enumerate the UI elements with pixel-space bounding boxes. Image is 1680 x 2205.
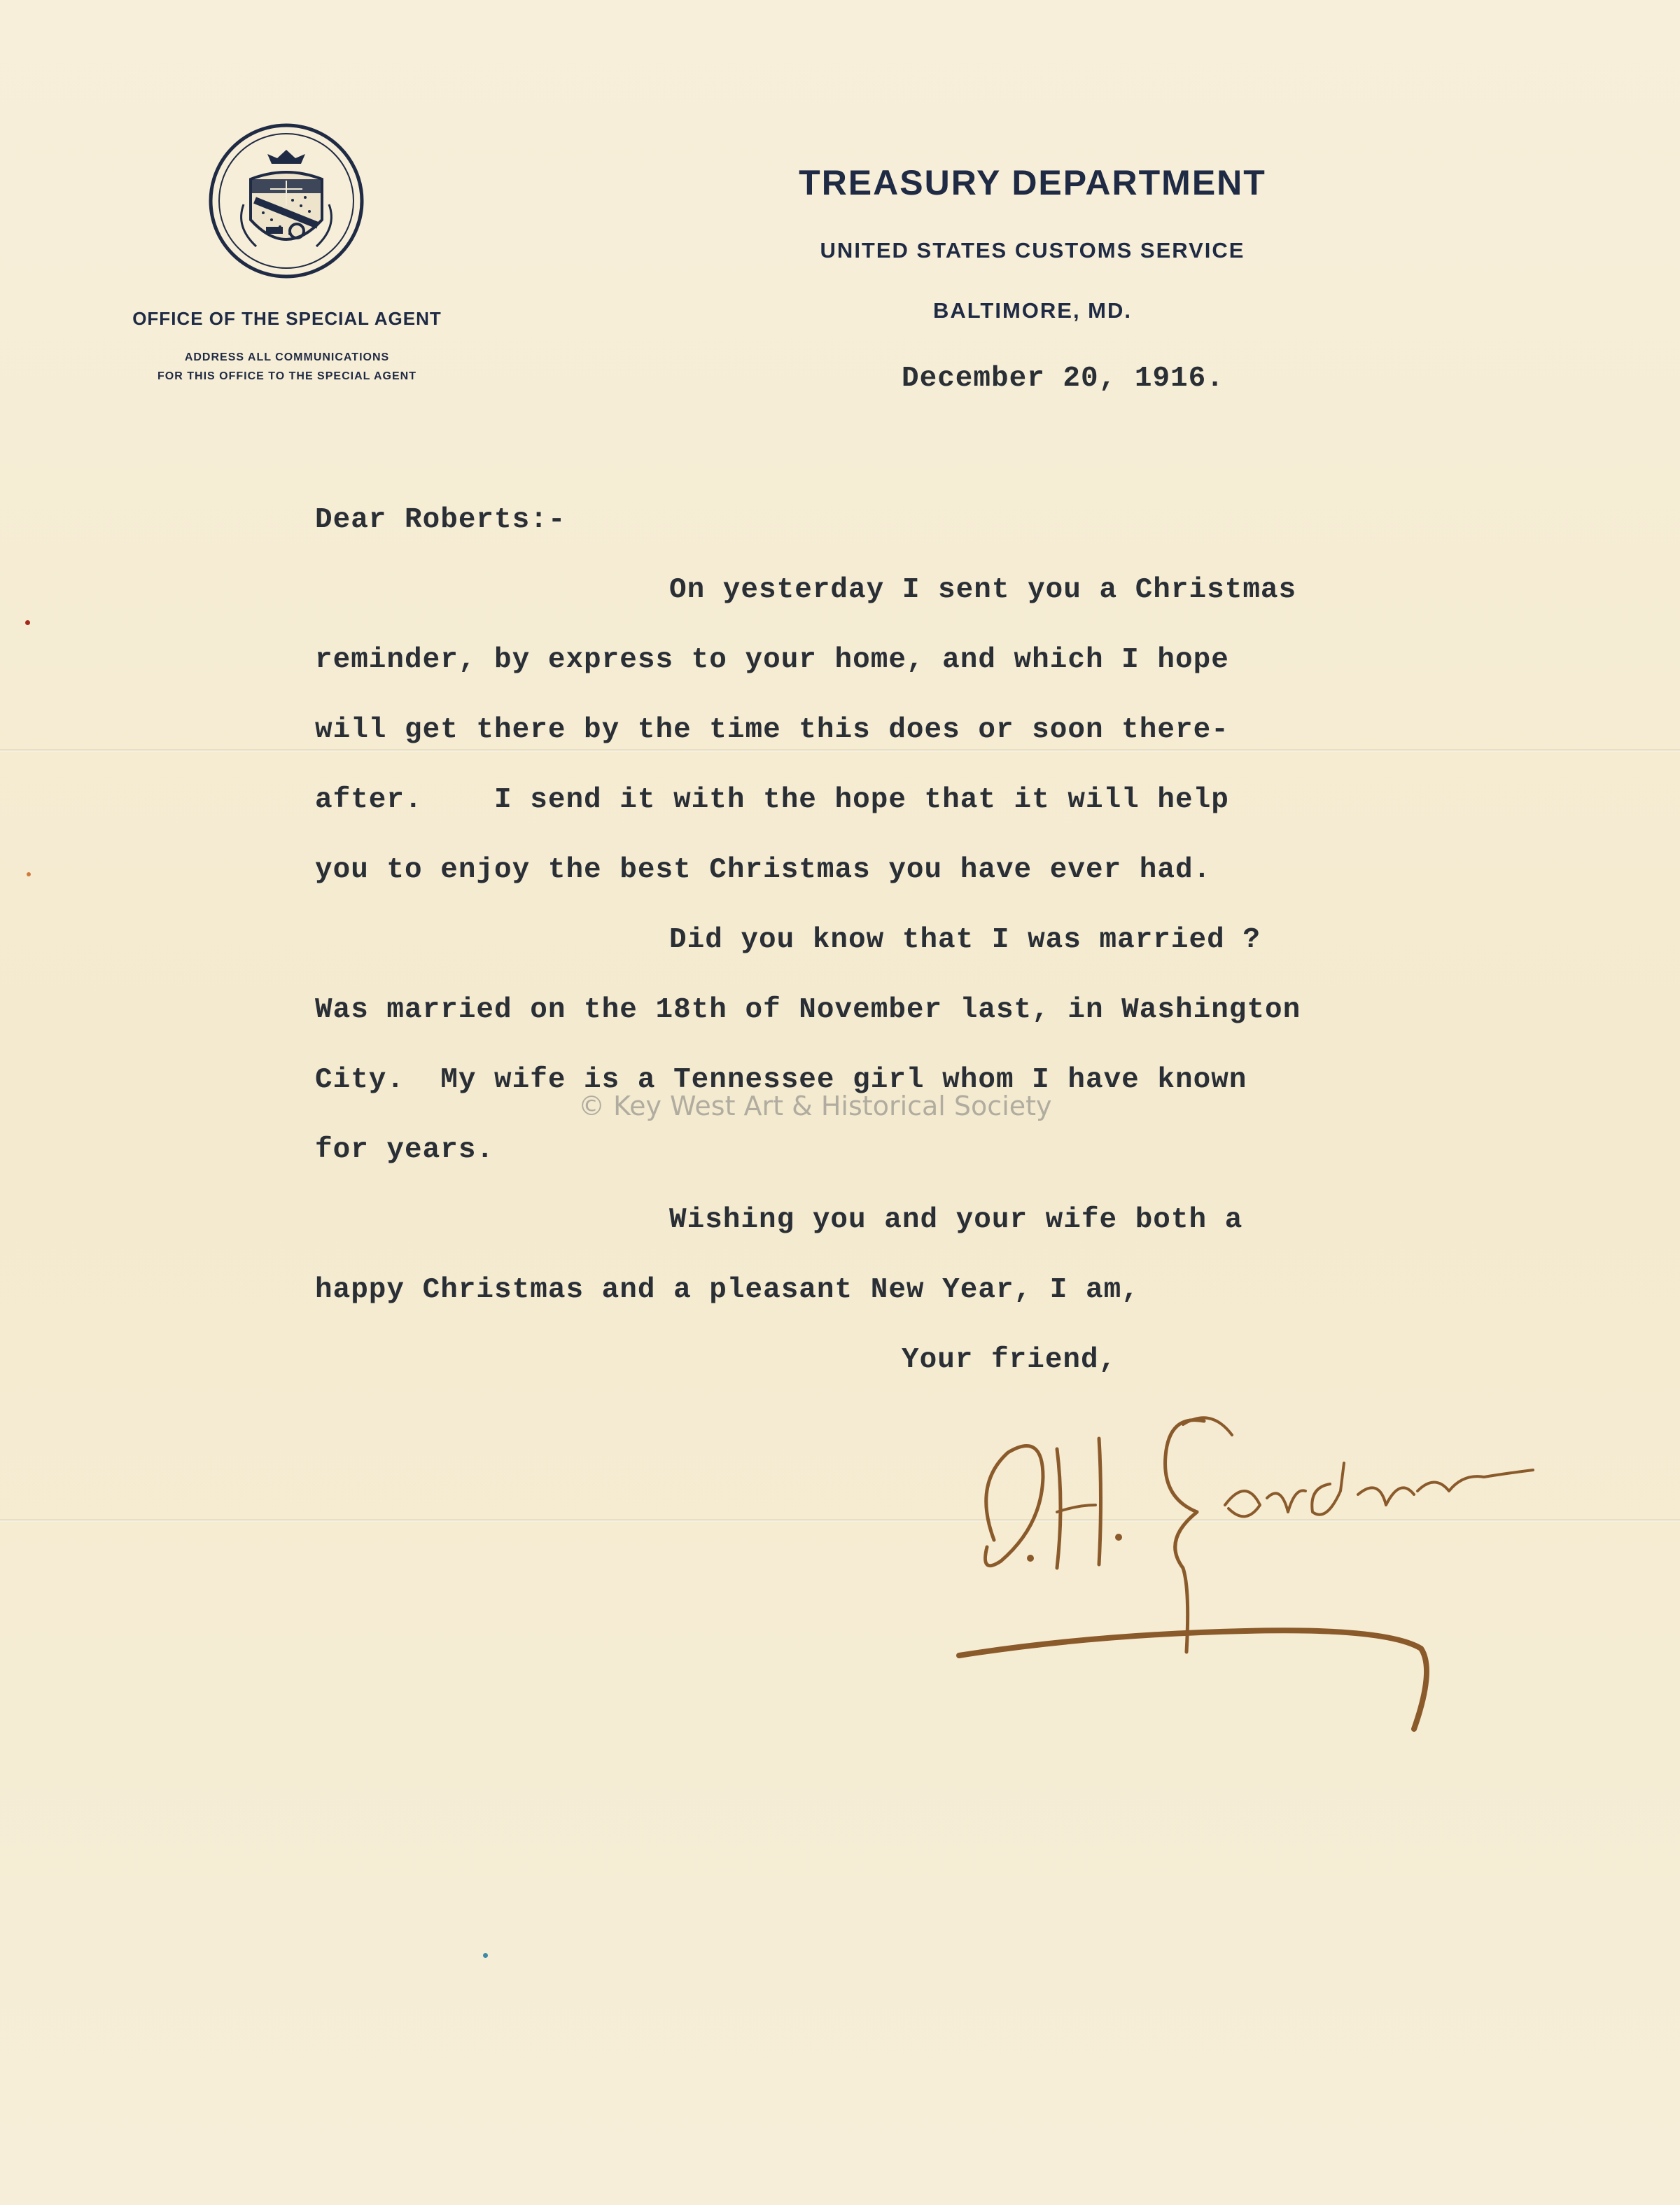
body-line: happy Christmas and a pleasant New Year, I am, <box>315 1274 1140 1306</box>
office-instructions-line: FOR THIS OFFICE TO THE SPECIAL AGENT <box>158 370 416 382</box>
office-instructions <box>98 348 476 386</box>
body-line: Was married on the 18th of November last, in Washington <box>315 994 1301 1026</box>
body-line: for years. <box>315 1134 495 1166</box>
treasury-seal-icon <box>207 122 365 280</box>
body-line: reminder, by express to your home, and which I hope <box>315 644 1229 676</box>
body-line: will get there by the time this does or soon there- <box>315 714 1229 746</box>
fold-line <box>0 749 1680 752</box>
office-title: OFFICE OF THE SPECIAL AGENT <box>132 308 442 329</box>
body-line: City. My wife is a Tennessee girl whom I have known <box>315 1064 1247 1096</box>
body-line: On yesterday I sent you a Christmas <box>669 574 1297 606</box>
handwritten-signature <box>952 1400 1547 1750</box>
service-title: UNITED STATES CUSTOMS SERVICE <box>820 238 1245 262</box>
ink-spot <box>483 1953 488 1958</box>
watermark: © Key West Art & Historical Society <box>578 1091 1052 1121</box>
body-line: you to enjoy the best Christmas you have ever had. <box>315 854 1212 886</box>
department-title: TREASURY DEPARTMENT <box>799 163 1266 202</box>
ink-spot <box>25 620 30 625</box>
letter-date: December 20, 1916. <box>902 363 1224 395</box>
salutation: Dear Roberts:- <box>315 504 566 536</box>
location: BALTIMORE, MD. <box>932 298 1132 323</box>
body-line: after. I send it with the hope that it will help <box>315 784 1229 816</box>
body-line: Did you know that I was married ? <box>669 924 1261 956</box>
ink-spot <box>27 872 31 876</box>
closing: Your friend, <box>902 1344 1117 1376</box>
office-instructions-line: ADDRESS ALL COMMUNICATIONS <box>184 351 390 363</box>
body-line: Wishing you and your wife both a <box>669 1204 1243 1236</box>
